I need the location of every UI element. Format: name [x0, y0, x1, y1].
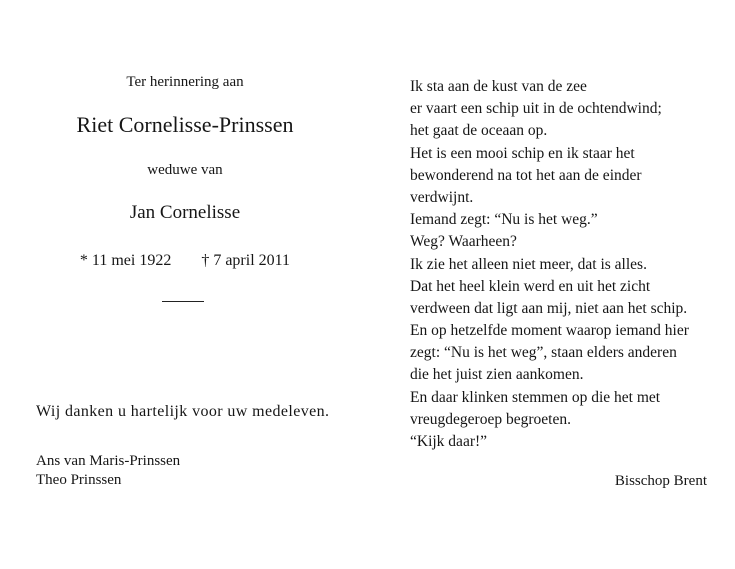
relation-text: weduwe van — [147, 162, 223, 178]
poem-line: Iemand zegt: “Nu is het weg.” — [410, 211, 598, 229]
poem-line: Het is een mooi schip en ik staar het — [410, 144, 635, 162]
poem-line: vreugdegeroep begroeten. — [410, 410, 571, 428]
signatory-1: Ans van Maris-Prinssen — [36, 453, 181, 469]
poem-line: verdwijnt. — [410, 188, 474, 206]
deceased-name: Riet Cornelisse-Prinssen — [76, 112, 294, 137]
thanks-text: Wij danken u hartelijk voor uw medeleven. — [36, 403, 330, 420]
poem-line: het gaat de oceaan op. — [410, 122, 548, 140]
signatory-2: Theo Prinssen — [36, 472, 122, 488]
poem-line: Ik sta aan de kust van de zee — [410, 78, 587, 95]
birth-date: * 11 mei 1922 — [79, 252, 172, 269]
poem-author: Bisschop Brent — [614, 473, 707, 489]
poem-line: Dat het heel klein werd en uit het zicht — [410, 277, 651, 295]
poem-line: verdween dat ligt aan mij, niet aan het schip. — [410, 299, 688, 317]
husband-name: Jan Cornelisse — [129, 202, 241, 223]
poem-line: er vaart een schip uit in de ochtendwind; — [410, 100, 662, 118]
death-date: † 7 april 2011 — [201, 252, 291, 269]
poem-line: die het juist zien aankomen. — [410, 366, 584, 384]
poem-line: bewonderend na tot het aan de einder — [410, 166, 642, 184]
intro-text: Ter herinnering aan — [126, 74, 244, 90]
poem-line: Ik zie het alleen niet meer, dat is alles. — [410, 255, 647, 273]
poem-line: zegt: “Nu is het weg”, staan elders anderen — [410, 344, 677, 362]
poem-line: Weg? Waarheen? — [410, 233, 517, 251]
poem-line: “Kijk daar!” — [410, 433, 488, 450]
poem-line: En op hetzelfde moment waarop iemand hier — [410, 322, 689, 340]
poem-line: En daar klinken stemmen op die het met — [410, 388, 661, 406]
